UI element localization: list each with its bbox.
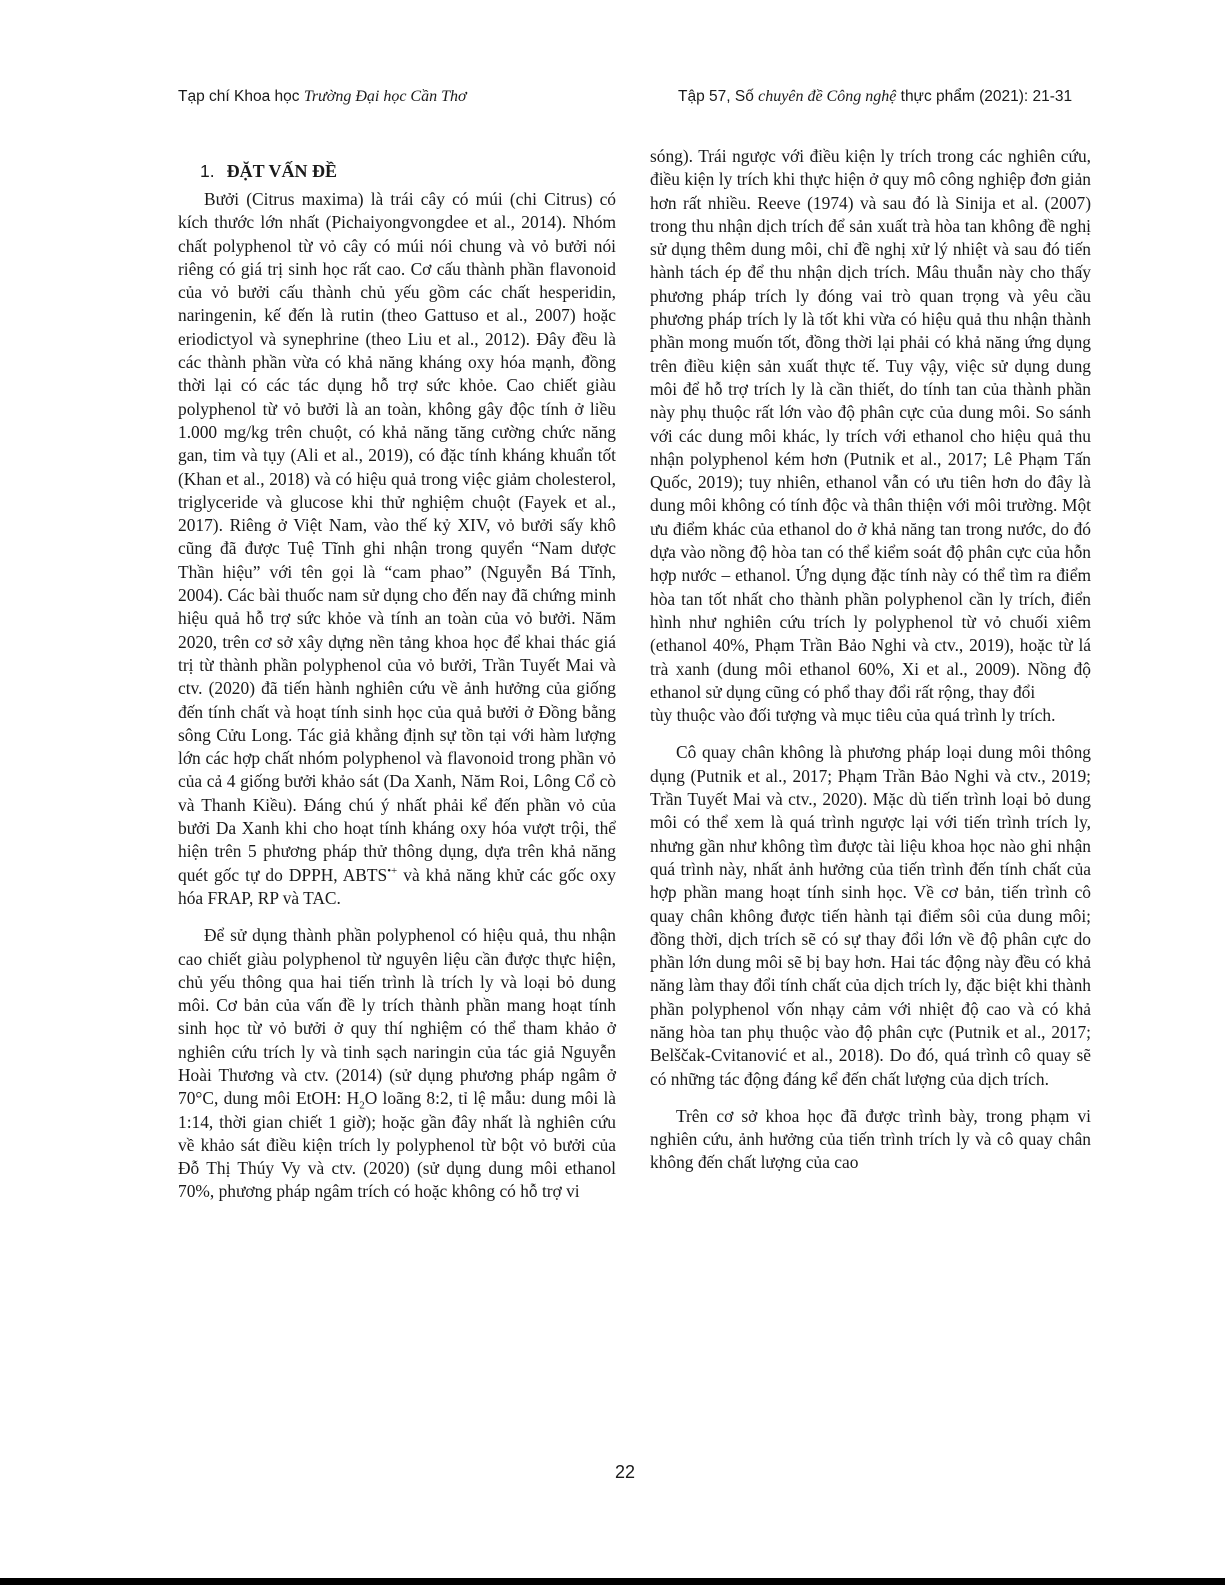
paragraph-continuation: tùy thuộc vào đối tượng và mục tiêu của quá trình ly trích. bbox=[650, 705, 1056, 726]
issue-special-italic: chuyên đề Công nghệ bbox=[758, 88, 897, 105]
bottom-border bbox=[0, 1578, 1225, 1585]
section-heading bbox=[200, 160, 616, 182]
paragraph-text: Để sử dụng thành phần polyphenol có hiệu quả, thu nhận cao chiết giàu polyphenol từ nguyên liệu cần được thực hiện, chủ yếu thông qua hai tiến trình là trích ly và loại bỏ dung môi. Cơ bản của vấn đề ly trích thành phần mang hoạt tính sinh học từ vỏ bưởi ở quy thí nghiệm có thể tham khảo ở nghiên cứu trích ly và tinh sạch naringin của tác giả Nguyễn Hoài Thương và ctv. (2014) (sử dụng phương pháp ngâm ở 70°C, dung môi EtOH: H bbox=[178, 925, 616, 1109]
section-title: ĐẶT VẤN ĐỀ bbox=[226, 161, 337, 181]
issue-volume: Tập 57, Số bbox=[678, 88, 759, 105]
paragraph-text: Bưởi (Citrus maxima) là trái cây có múi (chi Citrus) có kích thước lớn nhất (Pichaiyongvongdee et al., 2014). Nhóm chất polyphenol từ vỏ cây có múi nói chung và vỏ bưởi nói riêng có giá trị sinh học rất cao. Cơ cấu thành phần flavonoid của vỏ bưởi cấu thành chủ yếu gồm các chất hesperidin, naringenin, kế đến là rutin (theo Gattuso et al., 2007) hoặc eriodictyol và synephrine (theo Liu et al., 2012). Đây đều là các thành phần vừa có khả năng kháng oxy hóa mạnh, đồng thời lại có các tác dụng hỗ trợ sức khỏe. Cao chiết giàu polyphenol từ vỏ bưởi là an toàn, không gây độc tính ở liều 1.000 mg/kg trên chuột, có khả năng tăng cường chức năng gan, tim và tụy (Ali et al., 2019), có đặc tính kháng khuẩn tốt (Khan et al., 2018) và có hiệu quả trong việc giảm cholesterol, triglyceride và glucose khi thử nghiệm chuột (Fayek et al., 2017). Riêng ở Việt Nam, vào thế kỷ XIV, vỏ bưởi sấy khô cũng đã được Tuệ Tĩnh ghi nhận trong quyển “Nam dược Thần hiệu” với tên gọi là “cam phao” (Nguyễn Bá Tĩnh, 2004). Các bài thuốc nam sử dụng cho đến nay đã chứng minh hiệu quả hỗ trợ sức khỏe và tính an toàn của vỏ bưởi. Năm 2020, trên cơ sở xây dựng nền tảng khoa học để khai thác giá trị từ thành phần polyphenol của vỏ bưởi, Trần Tuyết Mai và ctv. (2020) đã tiến hành nghiên cứu về ảnh hưởng của giống đến tính chất và hoạt tính sinh học của quả bưởi ở Đồng bằng sông Cửu Long. Tác giả khẳng định sự tồn tại với hàm lượng lớn các hợp chất nhóm polyphenol và flavonoid trong phần vỏ của cả 4 giống bưởi khảo sát (Da Xanh, Năm Roi, Lông Cổ cò và Thanh Kiều). Đáng chú ý nhất phải kể đến phần vỏ của bưởi Da Xanh khi cho hoạt tính kháng oxy hóa vượt trội, thể hiện trên 5 phương pháp thử thông dụng, dựa trên khả năng quét gốc tự do DPPH, bbox=[178, 189, 616, 885]
abts-term: ABTS bbox=[342, 864, 388, 885]
page-number: 22 bbox=[614, 1462, 636, 1482]
paragraph bbox=[178, 188, 616, 910]
section-number: 1. bbox=[200, 161, 215, 181]
water-subscript: 2 bbox=[359, 1099, 365, 1112]
paragraph: sóng). Trái ngược với điều kiện ly trích trong các nghiên cứu, điều kiện ly trích khi thực hiện ở quy mô công nghiệp đơn giản hơn rất nhiều. Reeve (1974) và sau đó là Sinija et al. (2007) trong thu nhận dịch trích để sản xuất trà hòa tan không đề nghị sử dụng thêm dung môi, chỉ đề nghị xử lý nhiệt và sau đó tiến hành tách ép để thu nhận dịch trích. Mâu thuẫn này cho thấy phương pháp trích ly đóng vai trò quan trọng và yêu cầu phương pháp trích ly là tốt khi vừa có hiệu quả thu nhận thành phần mong muốn tốt, đồng thời lại phải có khả năng ứng dụng trên điều kiện sản xuất thực tế. Tuy vậy, việc sử dụng dung môi để hỗ trợ trích ly là cần thiết, do tính tan của thành phần này phụ thuộc rất lớn vào độ phân cực của dung môi. So sánh với các dung môi khác, ly trích với ethanol cho hiệu quả thu nhận polyphenol kém hơn (Putnik et al., 2017; Lê Phạm Tấn Quốc, 2019); tuy nhiên, ethanol vẫn có ưu tiên hơn do đây là dung môi không có tính độc và thân thiện với môi trường. Một ưu điểm khác của ethanol do ở khả năng tan trong nước, do đó dựa vào nồng độ hòa tan có thể kiểm soát độ phân cực của hỗn hợp nước – ethanol. Ứng dụng đặc tính này có thể tìm ra điểm hòa tan tốt nhất cho thành phần polyphenol cần ly trích, điển hình như nghiên cứu trích ly polyphenol từ vỏ chuối xiêm (ethanol 40%, Phạm Trần Bảo Nghi và ctv., 2019), hoặc từ lá trà xanh (dung môi ethanol 60%, Xi et al., 2009). Nồng độ ethanol sử dụng cũng có phổ thay đổi rất rộng, thay đổi bbox=[650, 146, 1091, 702]
paragraph-text-end: và khả năng khử các gốc oxy hóa FRAP, RP và TAC. bbox=[178, 864, 616, 908]
issue-pages: thực phẩm (2021): 21-31 bbox=[896, 88, 1073, 105]
paragraph bbox=[178, 924, 616, 1204]
paragraph: Cô quay chân không là phương pháp loại dung môi thông dụng (Putnik et al., 2017; Phạm Trần Bảo Nghi và ctv., 2019; Trần Tuyết Mai và ctv., 2020). Mặc dù tiến trình loại bỏ dung môi có thể xem là quá trình ngược lại với tiến trình trích ly, nhưng gần như không tìm được tài liệu khoa học nào ghi nhận quá trình này, nhất ảnh hưởng của tiến trình đến tính chất của hợp phần mang hoạt tính sinh học. Về cơ bản, tiến trình cô quay chân không được tiến hành tại điểm sôi của dung môi; đồng thời, dịch trích sẽ có sự thay đổi lớn về độ phân cực do phần lớn dung môi sẽ bị bay hơn. Hai tác động này đều có khả năng làm thay đổi tính chất của dịch trích ly, đặc biệt khi thành phần polyphenol vốn nhạy cảm với nhiệt độ cao và có khả năng hòa tan phụ thuộc vào độ phân cực (Putnik et al., 2017; Belščak-Cvitanović et al., 2018). Do đó, quá trình cô quay sẽ có những tác động đáng kể đến chất lượng của dịch trích. bbox=[650, 742, 1091, 1089]
journal-name: Tạp chí Khoa học bbox=[178, 88, 304, 105]
paragraph: Trên cơ sở khoa học đã được trình bày, trong phạm vi nghiên cứu, ảnh hưởng của tiến trình trích ly và cô quay chân không đến chất lượng của cao bbox=[650, 1105, 1091, 1173]
abts-superscript: •+ bbox=[387, 864, 398, 877]
left-column bbox=[178, 160, 616, 1204]
right-column bbox=[650, 145, 1091, 1175]
issue-header bbox=[678, 88, 1072, 106]
journal-header bbox=[178, 88, 467, 106]
journal-name-italic: Trường Đại học Cần Thơ bbox=[303, 88, 467, 105]
paragraph-text-end: O loãng 8:2, tỉ lệ mẫu: dung môi là 1:14, thời gian chiết 1 giờ); hoặc gần đây nhất là nghiên cứu về khảo sát điều kiện trích ly polyphenol từ bột vỏ bưởi của Đỗ Thị Thúy Vy và ctv. (2020) (sử dụng dung môi ethanol 70%, phương pháp ngâm trích có hoặc không có hỗ trợ vi bbox=[178, 1088, 617, 1202]
